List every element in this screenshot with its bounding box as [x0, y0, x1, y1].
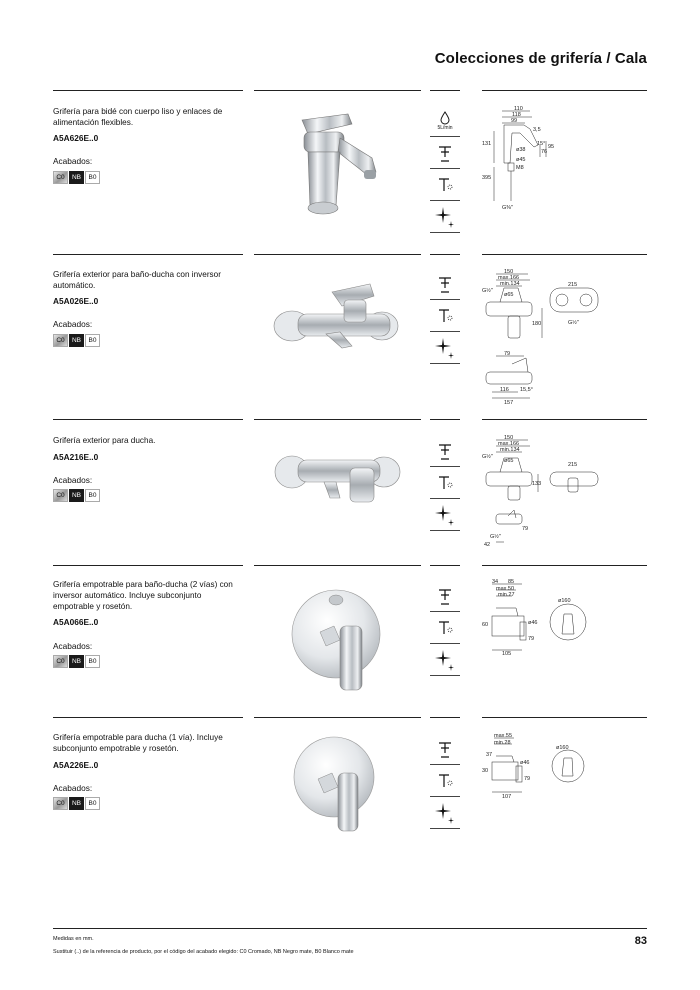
dim-label: ø160	[558, 598, 571, 604]
dim-label: G⅜"	[502, 205, 513, 211]
product-reference: A5A626E..0	[53, 133, 99, 143]
flow-rate-label: 5L/min	[437, 124, 453, 131]
dim-label: max.50	[496, 586, 515, 592]
dim-label: 131	[482, 141, 492, 147]
dim-label: 133	[532, 481, 542, 487]
page-number: 83	[634, 935, 647, 947]
section-divider	[482, 717, 647, 718]
finish-chip-chrome: C0	[53, 797, 68, 810]
technical-drawing-shower	[482, 434, 632, 549]
feature-icons	[430, 268, 460, 364]
product-photo-concealed-bath-shower	[290, 580, 390, 695]
dim-label: ø160	[556, 745, 569, 751]
section-divider	[53, 90, 243, 91]
dim-label: max.166	[498, 441, 520, 447]
cold-start-icon	[430, 435, 460, 467]
section-divider	[254, 419, 421, 420]
finish-chips	[53, 655, 100, 668]
eco-click-icon	[430, 467, 460, 499]
dim-label: ø65	[504, 458, 514, 464]
dim-label: G½"	[568, 320, 579, 326]
dim-label: M8	[516, 165, 524, 171]
shine-finish-icon	[430, 797, 460, 829]
dim-label: ø46	[520, 760, 530, 766]
finish-chip-white: B0	[85, 171, 100, 184]
section-divider	[482, 565, 647, 566]
dim-label: 215	[568, 462, 578, 468]
section-divider	[482, 254, 647, 255]
finish-chip-white: B0	[85, 655, 100, 668]
technical-drawing-concealed-1way	[482, 732, 602, 802]
dim-label: 107	[502, 794, 512, 800]
technical-drawing-bath-shower	[482, 268, 632, 406]
dim-label: min.134	[500, 447, 520, 453]
footer-divider	[53, 928, 647, 929]
dim-label: G½"	[490, 534, 501, 540]
technical-drawing-concealed-2way	[482, 578, 602, 658]
shine-finish-icon	[430, 644, 460, 676]
product-reference: A5A066E..0	[53, 617, 99, 627]
product-description: Grifería empotrable para baño-ducha (2 vías) con inversor automático. Incluye subconjunto empotrable y rosetón.	[53, 580, 233, 611]
dim-label: 60	[482, 622, 489, 628]
finish-chips	[53, 171, 100, 184]
finish-chip-chrome: C0	[53, 171, 68, 184]
dim-label: max.166	[498, 275, 520, 281]
section-divider	[254, 254, 421, 255]
dim-label: 180	[532, 321, 542, 327]
dim-label: 79	[522, 526, 529, 532]
dim-label: ø38	[516, 147, 526, 153]
finish-chips	[53, 489, 100, 502]
section-divider	[53, 254, 243, 255]
finish-chip-white: B0	[85, 489, 100, 502]
product-photo-concealed-shower	[292, 735, 382, 835]
section-divider	[482, 419, 647, 420]
section-divider	[254, 565, 421, 566]
page-title: Colecciones de grifería / Cala	[434, 50, 647, 67]
finish-chip-white: B0	[85, 334, 100, 347]
dim-label: 215	[568, 282, 578, 288]
product-photo-bidet-mixer	[280, 100, 390, 225]
dim-label: 34	[492, 579, 499, 585]
shine-finish-icon	[430, 332, 460, 364]
feature-icons	[430, 733, 460, 829]
eco-click-icon	[430, 169, 460, 201]
eco-click-icon	[430, 612, 460, 644]
flow-rate-icon	[430, 105, 460, 137]
dim-label: 15,5°	[520, 387, 533, 393]
eco-click-icon	[430, 300, 460, 332]
section-divider	[53, 419, 243, 420]
section-divider	[430, 254, 460, 255]
dim-label: 79	[504, 351, 511, 357]
finish-chips	[53, 797, 100, 810]
finishes-label: Acabados:	[53, 641, 93, 651]
dim-label: min.134	[500, 281, 520, 287]
dim-label: 118	[512, 112, 521, 118]
dim-label: 99	[511, 118, 518, 124]
section-divider	[482, 90, 647, 91]
dim-label: 37	[486, 752, 493, 758]
cold-start-icon	[430, 137, 460, 169]
finishes-label: Acabados:	[53, 783, 93, 793]
finish-chip-black: NB	[69, 489, 84, 502]
feature-icons	[430, 435, 460, 531]
product-description: Grifería exterior para baño-ducha con inversor automático.	[53, 270, 221, 290]
dim-label: 42	[484, 542, 491, 548]
diverter-icon	[430, 580, 460, 612]
dim-label: 95	[548, 144, 555, 150]
dim-label: 157	[504, 400, 514, 406]
dim-label: max.55	[494, 733, 513, 739]
product-description: Grifería empotrable para ducha (1 vía). Incluye subconjunto empotrable y rosetón.	[53, 733, 223, 753]
finishes-label: Acabados:	[53, 319, 93, 329]
section-divider	[254, 717, 421, 718]
finish-chip-chrome: C0	[53, 334, 68, 347]
finishes-label: Acabados:	[53, 156, 93, 166]
dim-label: 85	[508, 579, 515, 585]
dim-label: 110	[514, 106, 523, 112]
dim-label: ø65	[504, 292, 514, 298]
finishes-label: Acabados:	[53, 475, 93, 485]
section-divider	[430, 419, 460, 420]
dim-label: 105	[502, 651, 512, 657]
dim-label: 3,5	[533, 127, 541, 133]
dim-label: G½"	[482, 454, 493, 460]
finish-chips	[53, 334, 100, 347]
dim-label: min.28	[494, 740, 511, 746]
technical-drawing-bidet	[482, 105, 557, 213]
product-description: Grifería para bidé con cuerpo liso y enlaces de alimentación flexibles.	[53, 107, 223, 127]
section-divider	[430, 717, 460, 718]
section-divider	[53, 717, 243, 718]
product-description: Grifería exterior para ducha.	[53, 436, 156, 445]
dim-label: 150	[504, 435, 514, 441]
dim-label: 15°	[537, 141, 546, 147]
product-reference: A5A026E..0	[53, 296, 99, 306]
dim-label: 30	[482, 768, 489, 774]
feature-icons	[430, 580, 460, 676]
section-divider	[430, 90, 460, 91]
product-photo-shower-mixer	[268, 432, 408, 522]
footer-note-finish-codes: Sustituir (..) de la referencia de producto, por el código del acabado elegido: C0 Cromado, NB Negro mate, B0 Blanco mate	[53, 949, 354, 955]
finish-chip-chrome: C0	[53, 489, 68, 502]
diverter-icon	[430, 268, 460, 300]
dim-label: ø46	[528, 620, 538, 626]
dim-label: G½"	[482, 288, 493, 294]
dim-label: min.27	[498, 592, 515, 598]
dim-label: 79	[528, 636, 535, 642]
finish-chip-black: NB	[69, 171, 84, 184]
product-reference: A5A226E..0	[53, 760, 99, 770]
dim-label: 79	[524, 776, 531, 782]
section-divider	[53, 565, 243, 566]
finish-chip-black: NB	[69, 797, 84, 810]
shine-finish-icon	[430, 499, 460, 531]
product-reference: A5A216E..0	[53, 452, 99, 462]
finish-chip-chrome: C0	[53, 655, 68, 668]
eco-click-icon	[430, 765, 460, 797]
dim-label: 150	[504, 269, 514, 275]
finish-chip-black: NB	[69, 655, 84, 668]
cold-start-icon	[430, 733, 460, 765]
finish-chip-white: B0	[85, 797, 100, 810]
footer-note-units: Medidas en mm.	[53, 936, 94, 942]
dim-label: 395	[482, 175, 492, 181]
shine-finish-icon	[430, 201, 460, 233]
section-divider	[430, 565, 460, 566]
finish-chip-black: NB	[69, 334, 84, 347]
dim-label: ø45	[516, 157, 526, 163]
product-photo-bath-shower-mixer	[262, 268, 412, 353]
section-divider	[254, 90, 421, 91]
dim-label: 116	[500, 387, 509, 393]
dim-label: 76	[541, 149, 548, 155]
feature-icons	[430, 105, 460, 233]
